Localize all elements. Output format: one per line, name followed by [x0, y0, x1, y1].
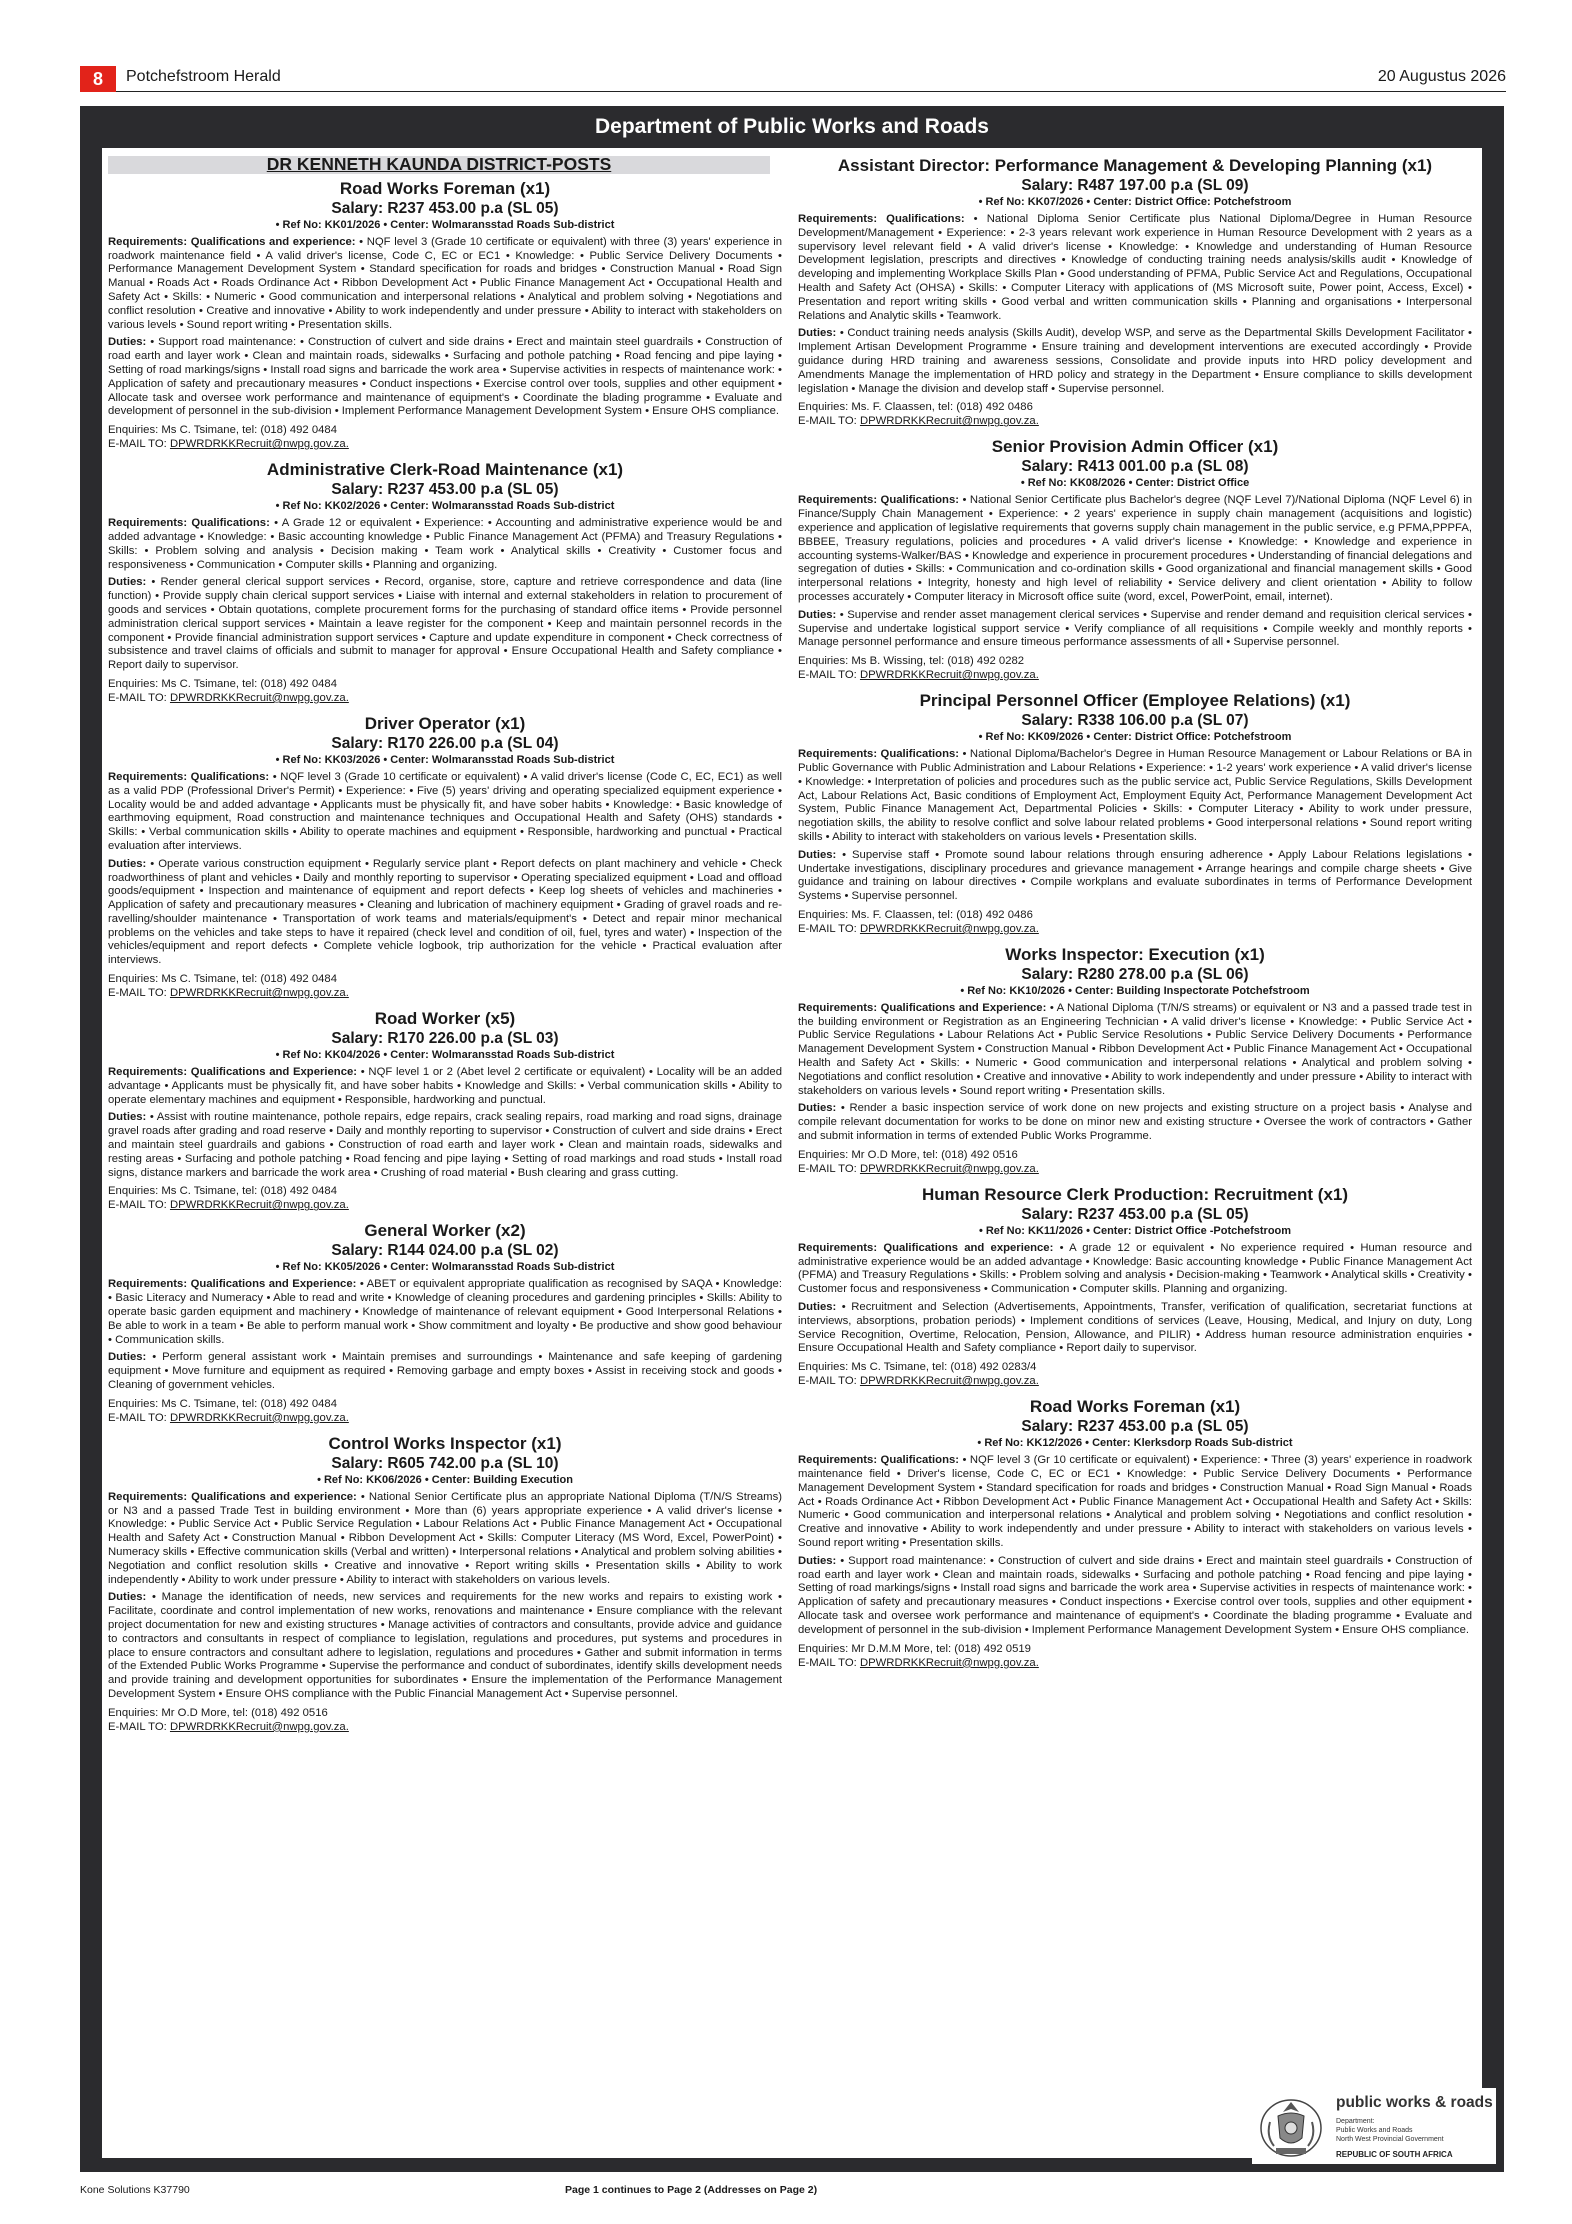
page-number: 8 — [80, 66, 116, 92]
duties-text: • Render general clerical support services • Record, organise, store, capture and retrieve correspondence and data (line function) • Provide supply chain clerical support services • Liaise with internal and external stakeholders in relation to procurement of goods and services • Obtain quotations, complete procurement forms for the purchasing of standard office items • Provide personnel administration clerical support services • Maintain a leave register for the component • Keep and maintain personnel records in the component • Provide financial administration support services • Capture and update expenditure in component • Check correctness of subsistence and travel claims of officials and submit to manager for approval • Ensure Occupational Health and Safety compliance • Report daily to supervisor. — [108, 576, 782, 672]
requirements-text: • National Senior Certificate plus an appropriate National Diploma (T/N/S Streams) or N3 and a passed Trade Test in building environment • More than (6) years appropriate experience • A valid driver's license • Knowledge: • Public Service Act • Public Service Regulation • Labour Relations Act • Public Finance Management Act • Occupational Health and Safety Act • Construction Manual • Ribbon Development Act • Skills: Computer Literacy (MS Word, Excel, PowerPoint) • Numeracy skills • Effective communication skills (Verbal and written) • Interpersonal relations • Analytical and problem solving abilities • Negotiation and conflict resolution skills • Creative and innovative • Report writing skills • Presentation skills • Ability to work independently • Ability to work under pressure • Ability to interact with stakeholders on various levels. — [108, 1490, 782, 1586]
job-post — [108, 1009, 782, 1212]
requirements-text: • NQF level 3 (Grade 10 certificate or equivalent) with three (3) years' experience in roadwork maintenance field • A valid driver's license, Code C, EC or EC1 • Knowledge: • Public Service Delivery Documents • Performance Management Development System • Standard specification for roads and bridges • Construction Manual • Road Sign Manual • Roads Act • Roads Ordinance Act • Ribbon Development Act • Public Finance Management Act • Occupational Health and Safety Act • Skills: • Numeric • Good communication and interpersonal relations • Analytical and problem solving • Negotiations and conflict resolution • Creative and innovative • Ability to work independently and under pressure • Ability to interact with stakeholders on various levels • Sound report writing • Presentation skills. — [108, 235, 782, 331]
job-post — [108, 1434, 782, 1734]
job-post — [798, 437, 1472, 682]
job-post — [798, 156, 1472, 428]
duties-text: • Supervise staff • Promote sound labour relations through ensuring adherence • Apply Labour Relations legislations • Undertake investigations, disciplinary procedures and grievance management • Arrange hearings and compile charge sheets • Give guidance and training on labour directives • Compile workplans and evaluate subordinates in terms of Performance Development Systems • Supervise personnel. — [798, 848, 1472, 903]
email-link[interactable]: DPWRDRKKRecruit@nwpg.gov.za. — [859, 1162, 1039, 1175]
logo-line-1: Department: — [1336, 2118, 1375, 2125]
post-title: Administrative Clerk-Road Maintenance (x1) — [266, 460, 624, 480]
post-requirements — [108, 1491, 782, 1588]
post-enquiries: Enquiries: Ms. F. Claassen, tel: (018) 492 0486 — [798, 908, 1033, 921]
post-title: Assistant Director: Performance Management & Developing Planning (x1) — [837, 156, 1433, 175]
post-title: Works Inspector: Execution (x1) — [1005, 944, 1265, 964]
email-link[interactable]: DPWRDRKKRecruit@nwpg.gov.za. — [169, 1411, 349, 1424]
duties-text: • Recruitment and Selection (Advertisements, Appointments, Transfer, verification of qualification, secretariat functions at interviews, absorptions, probation periods) • Implement conditions of services (Leave, Housing, Medical, and Injury on duty, Long Service Recognition, Overtime, Relocation, Pension, Allowance, and PILIR) • Address human resource administration enquiries • Ensure Occupational Health and Safety compliance • Report daily to supervisor. — [798, 1301, 1472, 1355]
duties-label: Duties: — [798, 327, 837, 340]
requirements-text: • National Diploma/Bachelor's Degree in Human Resource Management or Labour Relations or BA in Public Governance with Public Administration and Labour Relations • Experience: • 1-2 years' work experience • A valid driver's license • Knowledge: • Interpretation of policies and procedures such as the public service act, Public Service Regulations, Skills Development Act, Labour Relations Act, Basic conditions of Employment Act, Employment Equity Act, Performance Management Development Act System, Public Finance Management Act, Departmental Policies • Skills: • Computer Literacy • Ability to work under pressure, negotiation skills, the ability to resolve conflict and solve labour related problems • Good interpersonal relations • Sound report writing skills • Ability to interact with stakeholders on various levels • Presentation skills. — [798, 748, 1472, 843]
post-requirements — [108, 771, 782, 854]
post-email — [108, 1720, 782, 1734]
duties-label: Duties: — [108, 1351, 147, 1364]
post-title: Road Works Foreman (x1) — [1029, 1397, 1241, 1417]
post-salary: Salary: R237 453.00 p.a (SL 05) — [331, 481, 559, 499]
post-email — [108, 437, 782, 451]
post-title: Road Worker (x5) — [374, 1009, 516, 1029]
requirements-label: Requirements: Qualifications: — [108, 517, 270, 530]
email-link[interactable]: DPWRDRKKRecruit@nwpg.gov.za. — [859, 922, 1039, 935]
duties-label: Duties: — [108, 576, 147, 589]
email-label: E-MAIL TO: — [798, 1162, 857, 1175]
requirements-text: • National Senior Certificate plus Bachelor's degree (NQF Level 7)/National Diploma (NQF Level 6) in Finance/Supply Chain Management • Experience: • 2 years' experience in supply chain management (acquisitions and logistic) experience and application of legislative requirements that governs supply chain management in the public service, e.g PFMA,PPPFA, BBBEE, Treasury regulations, policies and procedures • A valid driver's license • Knowledge: • Knowledge and experience in accounting systems-Walker/BAS • Knowledge and experience in procurement procedures • Understanding of financial delegations and segregation of duties • Skills: • Communication and co-ordination skills • Good organizational and financial management skills • Good interpersonal relations • Integrity, honesty and high level of reliability • Service delivery and client orientation • Ability to follow processes accurately • Computer literacy in Microsoft office suite (word, excel, PowerPoint, email, internet). — [798, 494, 1472, 603]
post-ref: • Ref No: KK05/2026 • Center: Wolmaransstad Roads Sub-district — [275, 1261, 615, 1274]
post-salary: Salary: R605 742.00 p.a (SL 10) — [331, 1454, 559, 1472]
logo-line-3: North West Provincial Government — [1336, 2136, 1444, 2143]
email-label: E-MAIL TO: — [798, 922, 857, 935]
email-link[interactable]: DPWRDRKKRecruit@nwpg.gov.za. — [169, 987, 349, 1000]
post-email — [798, 922, 1472, 936]
post-ref: • Ref No: KK08/2026 • Center: District Office — [1020, 477, 1250, 490]
job-post — [108, 1221, 782, 1424]
post-requirements — [108, 517, 782, 572]
post-title: Control Works Inspector (x1) — [328, 1433, 562, 1453]
duties-label: Duties: — [798, 1102, 837, 1115]
post-enquiries: Enquiries: Mr D.M.M More, tel: (018) 492 0519 — [798, 1642, 1031, 1655]
newspaper-name: Potchefstroom Herald — [126, 68, 281, 85]
post-salary: Salary: R237 453.00 p.a (SL 05) — [1021, 1205, 1249, 1223]
post-salary: Salary: R237 453.00 p.a (SL 05) — [1021, 1418, 1249, 1436]
post-salary: Salary: R170 226.00 p.a (SL 04) — [331, 734, 559, 752]
duties-label: Duties: — [798, 608, 837, 621]
post-duties — [798, 1555, 1472, 1638]
advert-frame — [80, 106, 1504, 2172]
post-enquiries: Enquiries: Ms B. Wissing, tel: (018) 492 0282 — [798, 655, 1025, 668]
post-title: Human Resource Clerk Production: Recruitment (x1) — [921, 1184, 1349, 1204]
post-duties — [798, 327, 1472, 396]
post-title: Senior Provision Admin Officer (x1) — [991, 437, 1279, 457]
post-ref: • Ref No: KK11/2026 • Center: District Office -Potchefstroom — [978, 1224, 1292, 1237]
post-duties — [108, 336, 782, 419]
email-label: E-MAIL TO: — [108, 1199, 167, 1212]
email-link[interactable]: DPWRDRKKRecruit@nwpg.gov.za. — [859, 1375, 1039, 1388]
post-ref: • Ref No: KK02/2026 • Center: Wolmaransstad Roads Sub-district — [275, 500, 615, 513]
masthead — [80, 66, 1506, 92]
duties-text: • Assist with routine maintenance, pothole repairs, edge repairs, crack sealing repairs, road marking and road signs, drainage gravel roads after grading and road reserve • Daily and monthly reporting to supervisor • Construction of culvert and side drains • Erect and maintain steel guardrails and gabions • Construction of road earth and layer work • Clean and maintain roads, sidewalks and resting areas • Surfacing and pothole patching • Road fencing and pipe laying • Setting of road markings and road studs • Install road signs, distance markers and barricade the work area • Crushing of road material • Bush clearing and grass cutting. — [108, 1111, 782, 1179]
duties-text: • Support road maintenance: • Construction of culvert and side drains • Erect and maintain steel guardrails • Construction of road earth and layer work • Clean and maintain roads, sidewalks • Surfacing and pothole patching • Road fencing and pipe laying • Setting of road markings/signs • Install road signs and barricade the work area • Supervise activities in respects of maintenance work: • Application of safety and precautionary measures • Conduct inspections • Exercise control over tools, supplies and other equipment • Allocate task and oversee work performance and maintenance of equipment's • Coordinate the blading programme • Evaluate and development of personnel in the sub-division • Implement Performance Management Development System • Ensure OHS compliance. — [798, 1554, 1472, 1636]
duties-text: • Perform general assistant work • Maintain premises and surroundings • Maintenance and safe keeping of gardening equipment • Move furniture and equipment as required • Removing garbage and empty boxes • Assist in receiving stock and goods • Cleaning of government vehicles. — [108, 1351, 782, 1392]
logo-line-2: Public Works and Roads — [1336, 2127, 1413, 2134]
coat-of-arms-icon — [1256, 2092, 1326, 2160]
requirements-label: Requirements: Qualifications and Experience: — [798, 1001, 1047, 1014]
job-post — [798, 1397, 1472, 1669]
post-requirements — [798, 1002, 1472, 1099]
post-duties — [798, 609, 1472, 650]
email-link[interactable]: DPWRDRKKRecruit@nwpg.gov.za. — [169, 438, 349, 451]
district-heading: DR KENNETH KAUNDA DISTRICT-POSTS — [108, 156, 770, 174]
post-duties — [108, 858, 782, 968]
post-salary: Salary: R170 226.00 p.a (SL 03) — [331, 1030, 559, 1048]
email-label: E-MAIL TO: — [108, 987, 167, 1000]
post-enquiries: Enquiries: Ms. F. Claassen, tel: (018) 492 0486 — [798, 401, 1033, 414]
post-requirements — [798, 213, 1472, 323]
requirements-text: • ABET or equivalent appropriate qualification as recognised by SAQA • Knowledge: • Basic Literacy and Numeracy • Able to read and write • Knowledge of cleaning procedures and gardening principles • Skills: Ability to operate basic garden equipment and machinery • Knowledge of maintenance of relevant equipment • Good Interpersonal Relations • Be able to work in a team • Be able to perform manual work • Show commitment and loyalty • Be productive and show good behaviour • Communication skills. — [108, 1278, 782, 1346]
duties-label: Duties: — [108, 1111, 147, 1124]
requirements-label: Requirements: Qualifications and experience: — [798, 1241, 1054, 1254]
post-duties — [108, 1351, 782, 1392]
post-salary: Salary: R144 024.00 p.a (SL 02) — [331, 1242, 559, 1260]
post-ref: • Ref No: KK10/2026 • Center: Building Inspectorate Potchefstroom — [960, 984, 1310, 997]
post-title: Principal Personnel Officer (Employee Relations) (x1) — [919, 691, 1351, 711]
logo-brand: public works & roads — [1336, 2094, 1493, 2111]
job-post — [108, 460, 782, 705]
post-salary: Salary: R487 197.00 p.a (SL 09) — [1021, 177, 1249, 194]
email-link[interactable]: DPWRDRKKRecruit@nwpg.gov.za. — [169, 1199, 349, 1212]
requirements-label: Requirements: Qualifications: — [798, 1454, 960, 1467]
post-email — [798, 1374, 1472, 1388]
issue-date: 20 Augustus 2026 — [1377, 68, 1506, 85]
post-salary: Salary: R413 001.00 p.a (SL 08) — [1021, 458, 1249, 476]
requirements-label: Requirements: Qualifications and Experience: — [108, 1066, 358, 1079]
email-link[interactable]: DPWRDRKKRecruit@nwpg.gov.za. — [859, 415, 1039, 428]
requirements-label: Requirements: Qualifications and experience: — [108, 235, 356, 248]
email-link[interactable]: DPWRDRKKRecruit@nwpg.gov.za. — [169, 1720, 349, 1733]
post-ref: • Ref No: KK07/2026 • Center: District Office: Potchefstroom — [978, 196, 1292, 208]
email-label: E-MAIL TO: — [108, 1411, 167, 1424]
post-email — [798, 1162, 1472, 1176]
duties-text: • Manage the identification of needs, new services and requirements for the new works and repairs to existing work • Facilitate, coordinate and control implementation of new works, renovations and maintenance • Ensure compliance with the relevant project documentation for new and existing structures • Manage activities of contractors and consultants, provide advice and guidance to contractors and consultants in respect of compliance to legislation, regulations and procedures, put systems and procedures in place to ensure contractors and consultant adhere to legislation, regulations and procedures • Gather and submit information in terms of the Extended Public Works Programme • Supervise the performance and conduct of subordinates, identify skills development needs and provide training and development opportunities for subordinates • Ensure the implementation of the Performance Management Development System • Ensure OHS compliance with the Public Financial Management Act • Supervise personnel. — [108, 1591, 782, 1700]
post-email — [108, 986, 782, 1000]
requirements-text: • A grade 12 or equivalent • No experience required • Human resource and administrative experience would be an added advantage • Knowledge: Basic accounting knowledge • Public Finance Management Act (PFMA) and Treasury Regulations • Skills: • Problem solving and analysis • Decision-making • Teamwork • Analytical skills • Creativity • Customer focus and responsiveness • Communication • Computer skills. Planning and organizing. — [798, 1241, 1472, 1296]
post-enquiries: Enquiries: Mr O.D More, tel: (018) 492 0516 — [108, 1706, 328, 1719]
post-ref: • Ref No: KK04/2026 • Center: Wolmaransstad Roads Sub-district — [275, 1049, 615, 1062]
requirements-text: • A Grade 12 or equivalent • Experience: • Accounting and administrative experience would be and added advantage • Knowledge: • Basic accounting knowledge • Public Finance Management Act (PFMA) and Treasury Regulations • Skills: • Problem solving and analysis • Decision making • Team work • Analytical skills • Creativity • Customer focus and responsiveness • Communication • Computer skills • Planning and organizing. — [108, 517, 782, 571]
post-requirements — [108, 236, 782, 333]
requirements-label: Requirements: Qualifications: — [108, 770, 270, 783]
requirements-label: Requirements: Qualifications: — [798, 494, 959, 507]
post-ref: • Ref No: KK06/2026 • Center: Building Execution — [317, 1473, 573, 1486]
post-email — [798, 414, 1472, 428]
email-label: E-MAIL TO: — [108, 1720, 167, 1733]
post-duties — [798, 849, 1472, 904]
post-salary: Salary: R338 106.00 p.a (SL 07) — [1021, 712, 1249, 730]
post-title: Driver Operator (x1) — [364, 713, 526, 733]
requirements-label: Requirements: Qualifications and Experience: — [108, 1278, 357, 1291]
job-post — [798, 1185, 1472, 1388]
post-enquiries: Enquiries: Ms C. Tsimane, tel: (018) 492 0484 — [108, 424, 337, 437]
email-link[interactable]: DPWRDRKKRecruit@nwpg.gov.za. — [169, 691, 349, 704]
post-email — [108, 1411, 782, 1425]
requirements-text: • National Diploma Senior Certificate plus National Diploma/Degree in Human Resource Development/Management • Experience: • 2-3 years relevant work experience in Human Resource Development with 2 years as a supervisory level relevant field • A valid driver's license • Knowledge: • Knowledge and understanding of Human Resource Development legislation, prescripts and directives • Knowledge of conducting training needs analysis/skills audit • Knowledge of developing and implementing Workplace Skills Plan • Good understanding of PFMA, Public Service Act and Regulations, Occupational Health and Safety Act (OHSA) • Skills: • Computer Literacy with applications of (MS Microsoft suite, Power point, Access, Excel) • Presentation and report writing skills • Good verbal and written communication skills • Planning and organisations • Interpersonal Relations and Analytic skills • Teamwork. — [798, 213, 1472, 322]
post-ref: • Ref No: KK03/2026 • Center: Wolmaransstad Roads Sub-district — [275, 753, 615, 766]
email-label: E-MAIL TO: — [108, 438, 167, 451]
requirements-text: • NQF level 3 (Gr 10 certificate or equivalent) • Experience: • Three (3) years' experience in roadwork maintenance field • Driver's license, Code C, EC or EC1 • Knowledge: • Public Service Delivery Documents • Performance Management Development System • Standard specification for roads and bridges • Construction Manual • Road Sign Manual • Roads Act • Roads Ordinance Act • Ribbon Development Act • Public Finance Management Act • Occupational Health and Safety Act • Skills: Numeric • Good communication and interpersonal relations • Analytical and problem solving • Negotiations and conflict resolution • Creative and innovative • Ability to work independently and under pressure • Ability to interact with stakeholders on various levels • Sound report writing • Presentation skills. — [798, 1454, 1472, 1550]
post-enquiries: Enquiries: Ms C. Tsimane, tel: (018) 492 0484 — [108, 677, 337, 690]
footer-center: Page 1 continues to Page 2 (Addresses on Page 2) — [565, 2184, 818, 2196]
post-duties — [108, 576, 782, 673]
post-requirements — [798, 1242, 1472, 1297]
duties-label: Duties: — [108, 857, 147, 870]
department-banner: Department of Public Works and Roads — [594, 115, 989, 138]
post-requirements — [798, 748, 1472, 845]
left-column — [108, 156, 782, 1743]
post-requirements — [798, 494, 1472, 604]
post-ref: • Ref No: KK09/2026 • Center: District Office: Potchefstroom — [978, 731, 1292, 744]
post-ref: • Ref No: KK12/2026 • Center: Klerksdorp Roads Sub-district — [977, 1437, 1293, 1450]
post-salary: Salary: R237 453.00 p.a (SL 05) — [331, 199, 559, 217]
post-duties — [798, 1102, 1472, 1143]
job-post — [798, 945, 1472, 1176]
requirements-label: Requirements: Qualifications: — [798, 748, 960, 761]
duties-text: • Render a basic inspection service of work done on new projects and existing structure on a project basis • Analyse and compile relevant documentation for works to be done on minor new and existing structure • Oversee the work of contractors • Gather and submit information in terms of extended Public Works Programme. — [798, 1102, 1472, 1143]
duties-label: Duties: — [108, 336, 147, 349]
duties-label: Duties: — [798, 848, 837, 861]
right-column — [798, 156, 1472, 1679]
email-label: E-MAIL TO: — [798, 1656, 857, 1669]
duties-text: • Supervise and render asset management clerical services • Supervise and render demand and requisition clerical services • Supervise and undertake logistical support service • Verify compliance of all requisitions • Compile weekly and monthly reports • Manage personnel performance and ensure timeous performance assessments of all • Supervise personnel. — [798, 608, 1472, 649]
post-email — [798, 668, 1472, 682]
logo-country: REPUBLIC OF SOUTH AFRICA — [1336, 2150, 1453, 2159]
post-requirements — [108, 1278, 782, 1347]
email-link[interactable]: DPWRDRKKRecruit@nwpg.gov.za. — [859, 1656, 1039, 1669]
post-title: Road Works Foreman (x1) — [339, 178, 551, 198]
post-enquiries: Enquiries: Mr O.D More, tel: (018) 492 0516 — [798, 1148, 1018, 1161]
post-duties — [108, 1591, 782, 1701]
left-posts — [108, 179, 782, 1734]
duties-text: • Conduct training needs analysis (Skills Audit), develop WSP, and serve as the Departmental Skills Development Facilitator • Implement Artisan Development Programme • Ensure training and development interventions are executed accordingly • Provide guidance during HRD training and awareness sessions, Consolidate and provide inputs into HRD policy development and Amendments Manage the implementation of HRD policy and strategy in the Department • Ensure compliance to skills development legislation • Manage the division and develop staff • Supervise personnel. — [798, 327, 1472, 395]
post-enquiries: Enquiries: Ms C. Tsimane, tel: (018) 492 0484 — [108, 1185, 337, 1198]
requirements-label: Requirements: Qualifications: — [798, 213, 965, 225]
requirements-text: • NQF level 3 (Grade 10 certificate or equivalent) • A valid driver's license (Code C, EC, EC1) as well as a valid PDP (Professional Driver's Permit) • Experience: • Five (5) years' driving and operating specialized equipment experience • Locality would be and added advantage • Applicants must be physically fit, and have sober habits • Knowledge: • Basic knowledge of earthmoving equipment, Road construction and maintenance techniques and Occupational Health and Safety (OHS) standards • Skills: • Verbal communication skills • Ability to operate machines and equipment • Responsible, hardworking and punctual • Practical evaluation after interviews. — [108, 770, 782, 852]
duties-label: Duties: — [108, 1591, 147, 1604]
job-post — [108, 179, 782, 451]
post-salary: Salary: R280 278.00 p.a (SL 06) — [1021, 965, 1249, 983]
duties-label: Duties: — [798, 1301, 837, 1314]
email-label: E-MAIL TO: — [798, 1375, 857, 1388]
advert-sheet — [102, 148, 1482, 2158]
requirements-text: • NQF level 1 or 2 (Abet level 2 certificate or equivalent) • Locality will be an added advantage • Applicants must be physically fit, and have sober habits • Knowledge and Skills: • Verbal communication skills • Ability to operate elementary machines and equipment • Responsible, hardworking and punctual. — [108, 1066, 783, 1106]
post-requirements — [108, 1066, 782, 1107]
post-title: General Worker (x2) — [364, 1221, 526, 1241]
job-post — [798, 691, 1472, 936]
post-enquiries: Enquiries: Ms C. Tsimane, tel: (018) 492 0484 — [108, 973, 337, 986]
department-logo — [1252, 2088, 1496, 2164]
post-email — [798, 1656, 1472, 1670]
post-enquiries: Enquiries: Ms C. Tsimane, tel: (018) 492 0283/4 — [798, 1361, 1037, 1374]
email-label: E-MAIL TO: — [108, 691, 167, 704]
duties-text: • Support road maintenance: • Construction of culvert and side drains • Erect and maintain steel guardrails • Construction of road earth and layer work • Clean and maintain roads, sidewalks • Surfacing and pothole patching • Road fencing and pipe laying • Setting of road markings/signs • Install road signs and barricade the work area • Supervise activities in respects of maintenance work: • Application of safety and precautionary measures • Conduct inspections • Exercise control over tools, supplies and other equipment • Allocate task and oversee work performance and maintenance of equipment's • Coordinate the blading programme • Evaluate and development of personnel in the sub-division • Implement Performance Management Development System • Ensure OHS compliance. — [108, 336, 782, 418]
email-label: E-MAIL TO: — [798, 669, 857, 682]
post-ref: • Ref No: KK01/2026 • Center: Wolmaransstad Roads Sub-district — [275, 218, 615, 231]
job-post — [108, 714, 782, 1000]
post-requirements — [798, 1454, 1472, 1551]
post-duties — [108, 1111, 782, 1180]
duties-text: • Operate various construction equipment • Regularly service plant • Report defects on plant machinery and vehicle • Check roadworthiness of plant and vehicles • Daily and monthly reporting to supervisor • Operating specialized equipment • Load and offload goods/equipment • Inspection and maintenance of equipment and report defects • Keep log sheets of vehicles and machineries • Application of safety and precautionary measures • Cleaning and lubrication of machinery equipment • Grading of gravel roads and re-ravelling/shoulder maintenance • Transportation of work teams and materials/equipment's • Detect and repair minor mechanical problems on the vehicles and take steps to have it repaired (check level and condition of oil, fuel, tyres and water) • Inspection of the vehicles/equipment and report defects • Complete vehicle logbook, trip authorization for the vehicle • Practical evaluation after interviews. — [108, 857, 782, 967]
requirements-text: • A National Diploma (T/N/S streams) or equivalent or N3 and a passed trade test in the building environment or Registration as an Engineering Technician • A valid driver's license • Knowledge: • Public Service Act • Public Service Regulations • Labour Relations Act • Public Service Resolutions • Public Service Delivery Documents • Performance Management Development System • Construction Manual • Ribbon Development Act • Public Finance Management Act • Occupational Health and Safety Act • Skills: • Numeric • Good communication and interpersonal relations • Analytical and problem solving • Negotiations and conflict resolution • Creative and innovative • Ability to work independently and under pressure • Ability to interact with stakeholders on various levels • Sound report writing • Presentation skills. — [798, 1001, 1472, 1097]
post-email — [108, 1198, 782, 1212]
requirements-label: Requirements: Qualifications and experience: — [108, 1490, 357, 1503]
duties-label: Duties: — [798, 1554, 837, 1567]
post-email — [108, 691, 782, 705]
footer-left: Kone Solutions K37790 — [80, 2184, 190, 2196]
post-enquiries: Enquiries: Ms C. Tsimane, tel: (018) 492 0484 — [108, 1397, 337, 1410]
post-duties — [798, 1301, 1472, 1356]
email-link[interactable]: DPWRDRKKRecruit@nwpg.gov.za. — [859, 669, 1039, 682]
email-label: E-MAIL TO: — [798, 415, 857, 428]
